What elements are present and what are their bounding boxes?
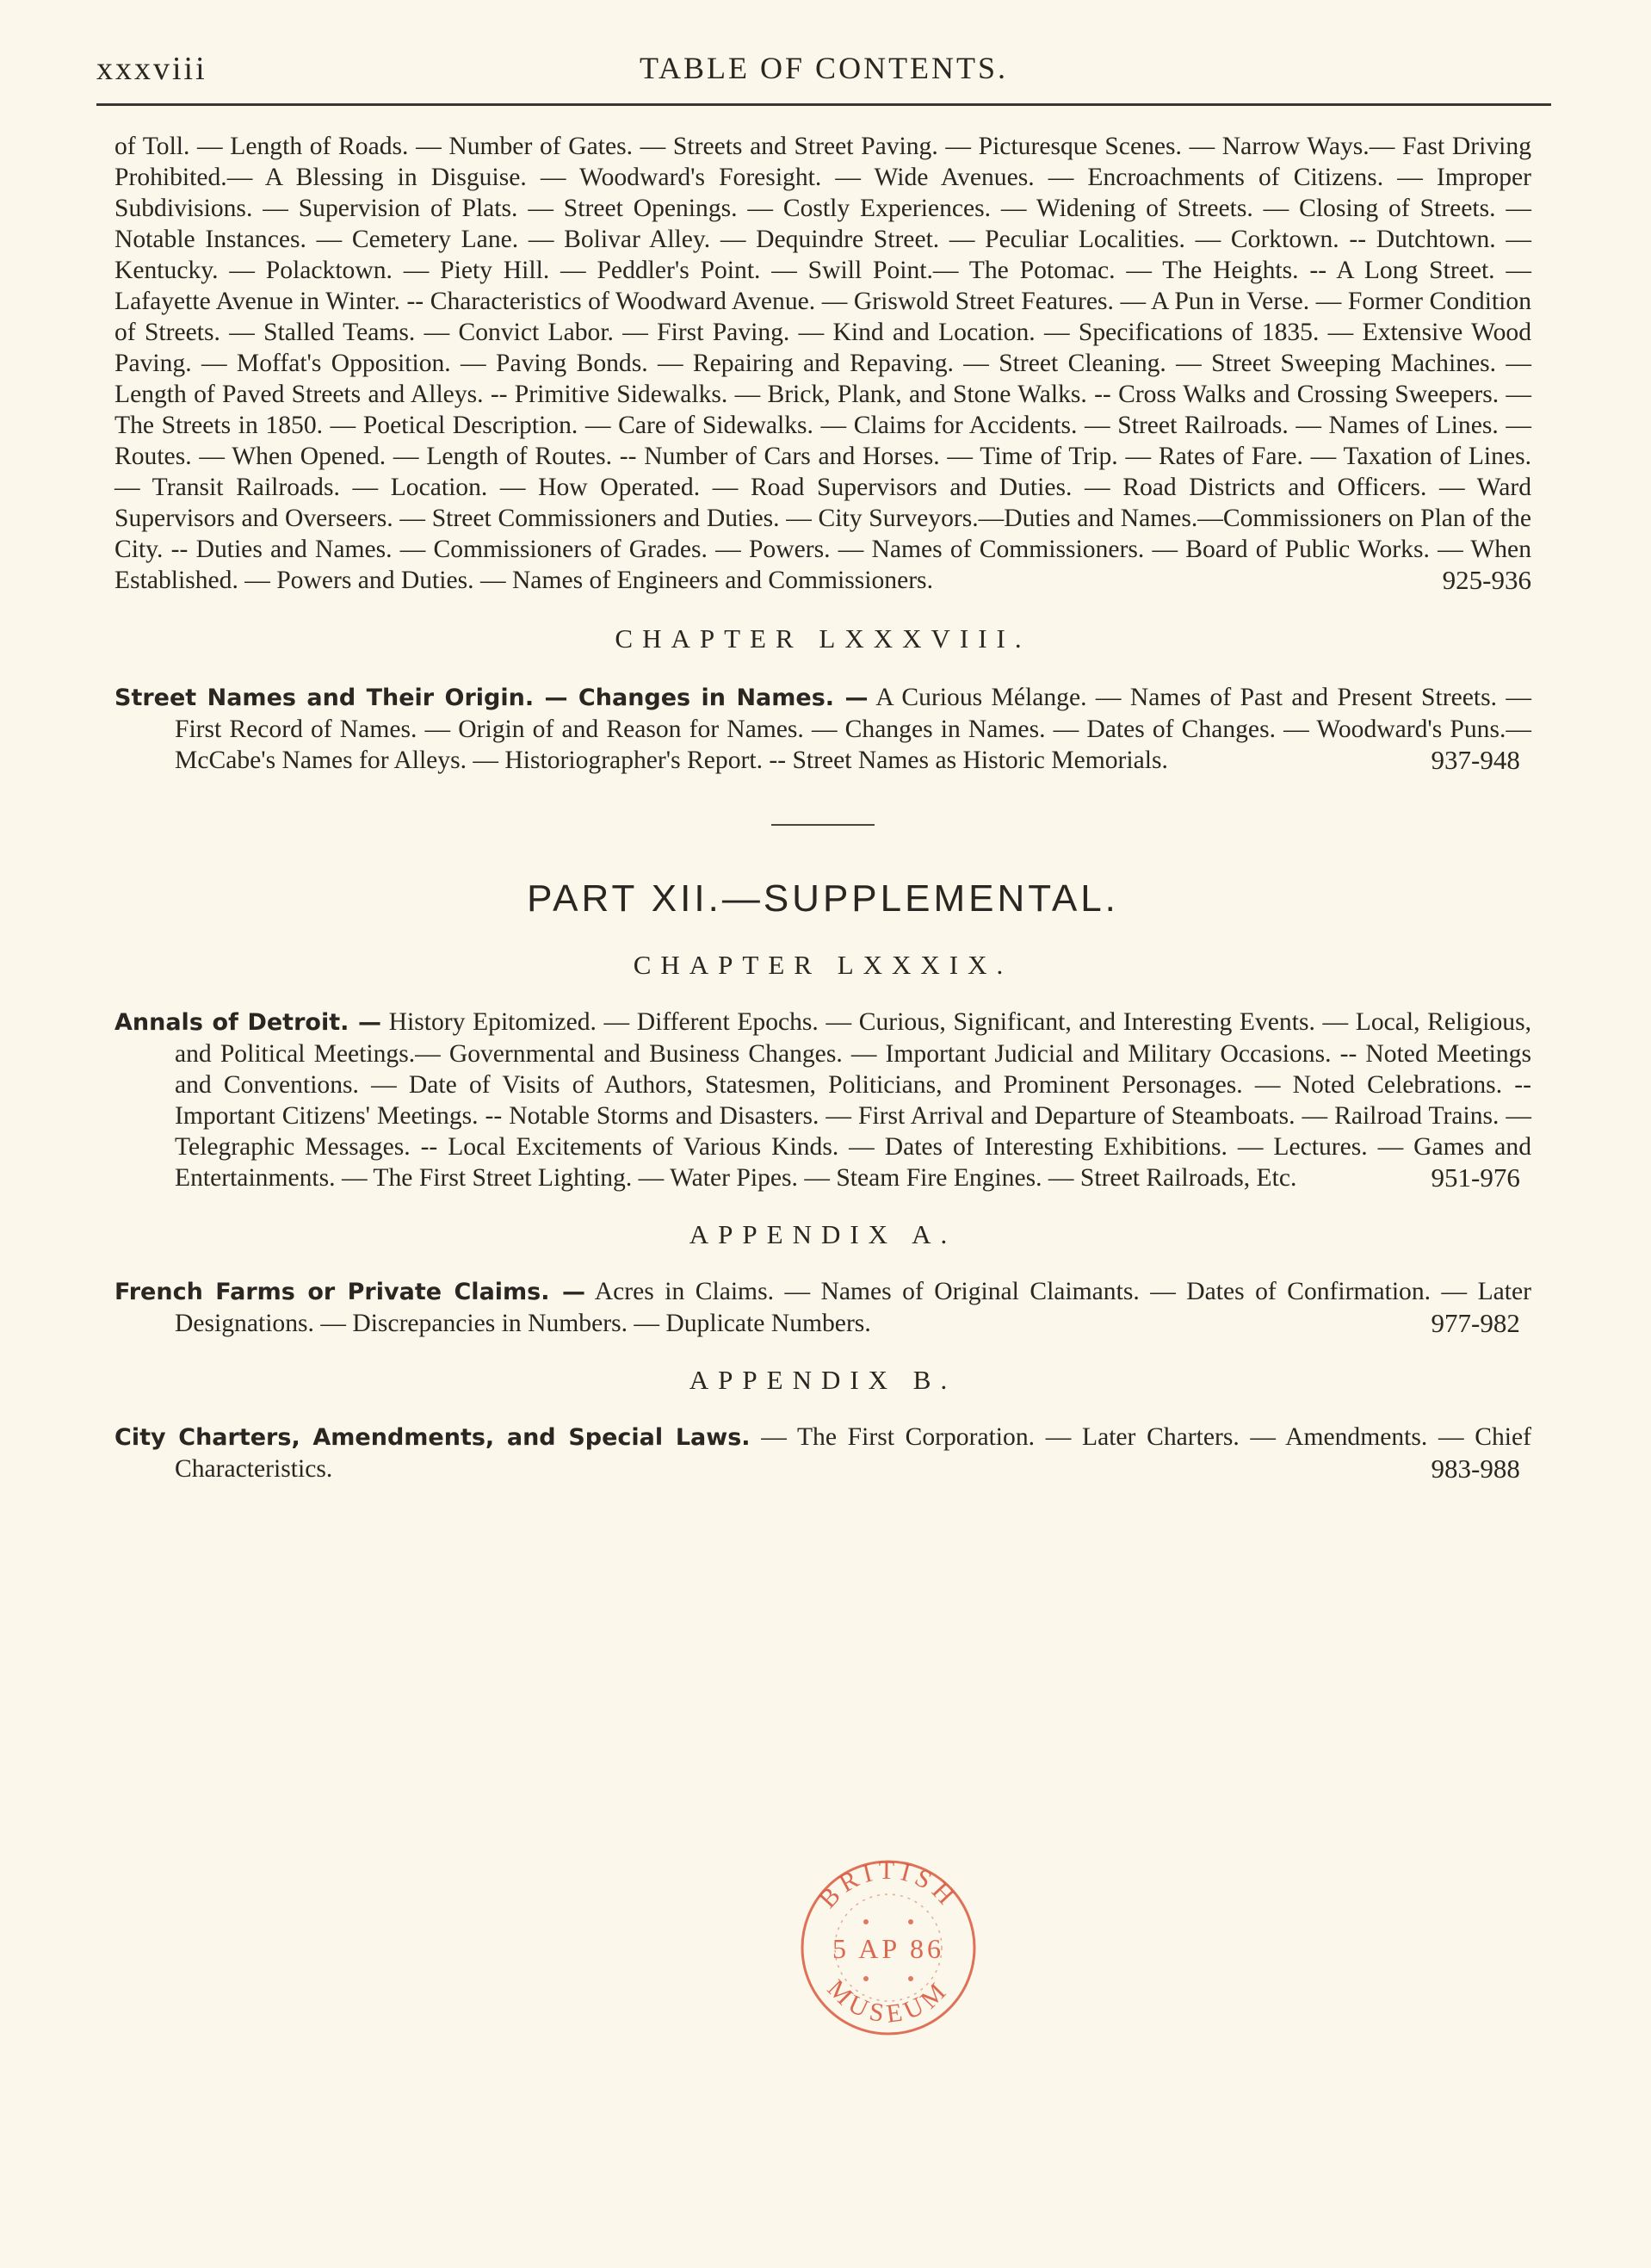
toc-entry-annals [114,1007,1531,1193]
entry-text: Acres in Claims. — Names of Original Claimants. — Dates of Confirmation. — Later Designations. — Discrepancies in Numbers. — Duplicate Numbers. [175,1278,1531,1337]
svg-text:BRITISH [813,1856,963,1914]
page-range: 937-948 [1431,745,1520,775]
page-range: 951-976 [1431,1162,1520,1193]
page-header [96,50,1551,93]
header-rule [96,103,1551,106]
entry-text: History Epitomized. — Different Epochs. — Curious, Significant, and Interesting Events. — Local, Religious, and Political Meetings.— Governmental and Business Changes. — Important Judicial and Military Occasions. -- Noted Meetings and Conventions. — Date of Visits of Authors, Statesmen, Politicians, and Prominent Personages. — Noted Celebrations. -- Important Citizens' Meetings. -- Notable Storms and Disasters. — First Arrival and Departure of Steamboats. — Railroad Trains. — Telegraphic Messages. -- Local Excitements of Various Kinds. — Dates of Interesting Exhibitions. — Lectures. — Games and Entertainments. — The First Street Lighting. — Water Pipes. — Steam Fire Engines. — Street Railroads, Etc. [175,1008,1531,1192]
chapter-heading: CHAPTER LXXXVIII. [615,623,1031,654]
entry-text: — The First Corporation. — Later Charters. — Amendments. — Chief Characteristics. [175,1423,1531,1483]
page-range: 977-982 [1431,1308,1520,1338]
appendix-heading: APPENDIX B. [689,1365,957,1395]
toc-entry-city-charters [114,1422,1531,1484]
entry-title: French Farms or Private Claims. — [114,1279,585,1305]
continued-entry-text: of Toll. — Length of Roads. — Number of Gates. — Streets and Street Paving. — Picturesque Scenes. — Narrow Ways.— Fast Driving Prohibited.— A Blessing in Disguise. — Woodward's Foresight. — Wide Avenues. — Encroachments of Citizens. — Improper Subdivisions. — Supervision of Plats. — Street Openings. — Costly Experiences. — Widening of Streets. — Closing of Streets. — Notable Instances. — Cemetery Lane. — Bolivar Alley. — Dequindre Street. — Peculiar Localities. — Corktown. -- Dutchtown. — Kentucky. — Polacktown. — Piety Hill. — Peddler's Point. — Swill Point.— The Potomac. — The Heights. -- A Long Street. — Lafayette Avenue in Winter. -- Characteristics of Woodward Avenue. — Griswold Street Features. — A Pun in Verse. — Former Condition of Streets. — Stalled Teams. — Convict Labor. — First Paving. — Kind and Location. — Specifications of 1835. — Extensive Wood Paving. — Moffat's Opposition. — Paving Bonds. — Repairing and Repaving. — Street Cleaning. — Street Sweeping Machines. — Length of Paved Streets and Alleys. -- Primitive Sidewalks. — Brick, Plank, and Stone Walks. -- Cross Walks and Crossing Sweepers. —The Streets in 1850. — Poetical Description. — Care of Sidewalks. — Claims for Accidents. — Street Railroads. — Names of Lines. — Routes. — When Opened. — Length of Routes. -- Number of Cars and Horses. — Time of Trip. — Rates of Fare. — Taxation of Lines. — Transit Railroads. — Location. — How Operated. — Road Supervisors and Duties. — Road Districts and Officers. — Ward Supervisors and Overseers. — Street Commissioners and Duties. — City Surveyors.—Duties and Names.—Commissioners on Plan of the City. -- Duties and Names. — Commissioners of Grades. — Powers. — Names of Commissioners. — Board of Public Works. — When Established. — Powers and Duties. — Names of Engineers and Commissioners. [114,133,1531,594]
stamp-dot [863,1976,869,1981]
appendix-heading: APPENDIX A. [689,1219,957,1249]
entry-text: A Curious Mélange. — Names of Past and Present Streets. — First Record of Names. — Origin of and Reason for Names. — Changes in Names. — Dates of Changes. — Woodward's Puns.— McCabe's Names for Alleys. — Historiographer's Report. -- Street Names as Historic Memorials. [175,684,1531,774]
british-museum-stamp [794,1853,983,2042]
stamp-top-text: BRITISH [813,1856,963,1914]
stamp-dot [908,1919,913,1924]
toc-entry-french-farms [114,1276,1531,1339]
entry-title: Annals of Detroit. — [114,1009,382,1036]
stamp-bottom-text: MUSEUM [821,1974,955,2029]
contents-body [114,131,1531,1484]
toc-entry-street-names [114,682,1531,776]
entry-title: City Charters, Amendments, and Special Laws. [114,1424,751,1451]
entry-title: Street Names and Their Origin. — Changes in Names. — [114,685,869,711]
page-number: xxxviii [96,51,207,87]
stamp-dot [908,1976,913,1981]
page-range: 983-988 [1431,1453,1520,1484]
part-heading: PART XII.—SUPPLEMENTAL. [527,877,1119,920]
stamp-date: 5 AP 86 [832,1933,944,1964]
continued-entry [114,131,1531,596]
stamp-dot [863,1919,869,1924]
running-head: TABLE OF CONTENTS. [639,51,1009,85]
page-range: 925-936 [1442,565,1531,595]
chapter-heading: CHAPTER LXXXIX. [633,950,1013,980]
